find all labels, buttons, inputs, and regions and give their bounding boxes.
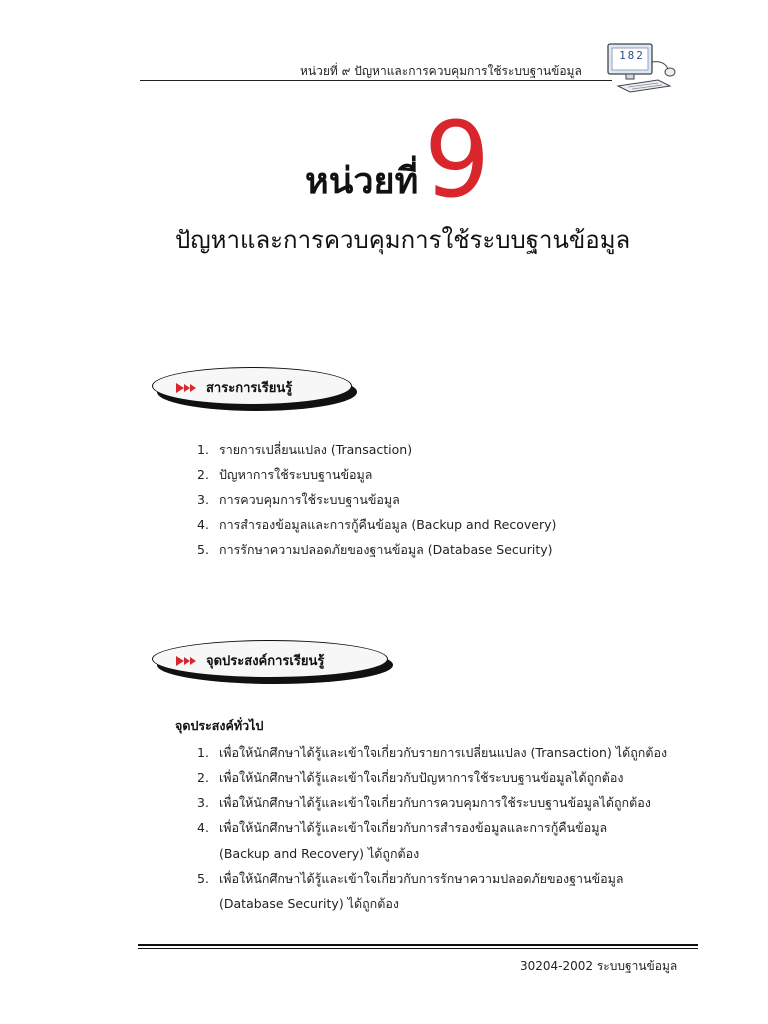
unit-label: หน่วยที่ <box>305 161 419 202</box>
list-item: 1. รายการเปลี่ยนแปลง (Transaction) <box>197 442 413 457</box>
list-item: 5. การรักษาความปลอดภัยของฐานข้อมูล (Database Security) <box>197 542 553 557</box>
footer-course-title: 30204-2002 ระบบฐานข้อมูล <box>520 959 678 973</box>
list-item: 2. ปัญหาการใช้ระบบฐานข้อมูล <box>197 467 373 482</box>
section-header-objectives <box>152 640 398 684</box>
triple-triangle-arrow-icon <box>176 656 196 666</box>
triple-triangle-arrow-icon <box>176 383 196 393</box>
list-item: 5. เพื่อให้นักศึกษาได้รู้และเข้าใจเกี่ยวกับการรักษาความปลอดภัยของฐานข้อมูล <box>197 871 624 886</box>
list-item: 4. เพื่อให้นักศึกษาได้รู้และเข้าใจเกี่ยวกับการสำรองข้อมูลและการกู้คืนข้อมูล <box>197 820 608 835</box>
page-number: 182 <box>619 49 645 62</box>
running-header-title: หน่วยที่ ๙ ปัญหาและการควบคุมการใช้ระบบฐานข้อมูล <box>300 64 582 78</box>
footer-divider <box>138 944 698 946</box>
general-objectives-heading: จุดประสงค์ทั่วไป <box>175 718 264 733</box>
footer-divider-thin <box>138 948 698 949</box>
section-header-content <box>152 367 360 411</box>
section-heading-content: สาระการเรียนรู้ <box>206 381 293 396</box>
header-divider <box>140 80 612 81</box>
list-item: 1. เพื่อให้นักศึกษาได้รู้และเข้าใจเกี่ยวกับรายการเปลี่ยนแปลง (Transaction) ได้ถูกต้อง <box>197 745 668 760</box>
list-item-continuation: (Database Security) ได้ถูกต้อง <box>219 896 399 911</box>
list-item: 2. เพื่อให้นักศึกษาได้รู้และเข้าใจเกี่ยวกับปัญหาการใช้ระบบฐานข้อมูลได้ถูกต้อง <box>197 770 624 785</box>
unit-number: 9 <box>424 99 491 221</box>
section-heading-objectives: จุดประสงค์การเรียนรู้ <box>206 654 325 669</box>
list-item: 3. การควบคุมการใช้ระบบฐานข้อมูล <box>197 492 400 507</box>
list-item: 3. เพื่อให้นักศึกษาได้รู้และเข้าใจเกี่ยวกับการควบคุมการใช้ระบบฐานข้อมูลได้ถูกต้อง <box>197 795 651 810</box>
list-item: 4. การสำรองข้อมูลและการกู้คืนข้อมูล (Backup and Recovery) <box>197 517 557 532</box>
list-item-continuation: (Backup and Recovery) ได้ถูกต้อง <box>219 846 420 861</box>
chapter-subtitle: ปัญหาและการควบคุมการใช้ระบบฐานข้อมูล <box>175 226 631 254</box>
